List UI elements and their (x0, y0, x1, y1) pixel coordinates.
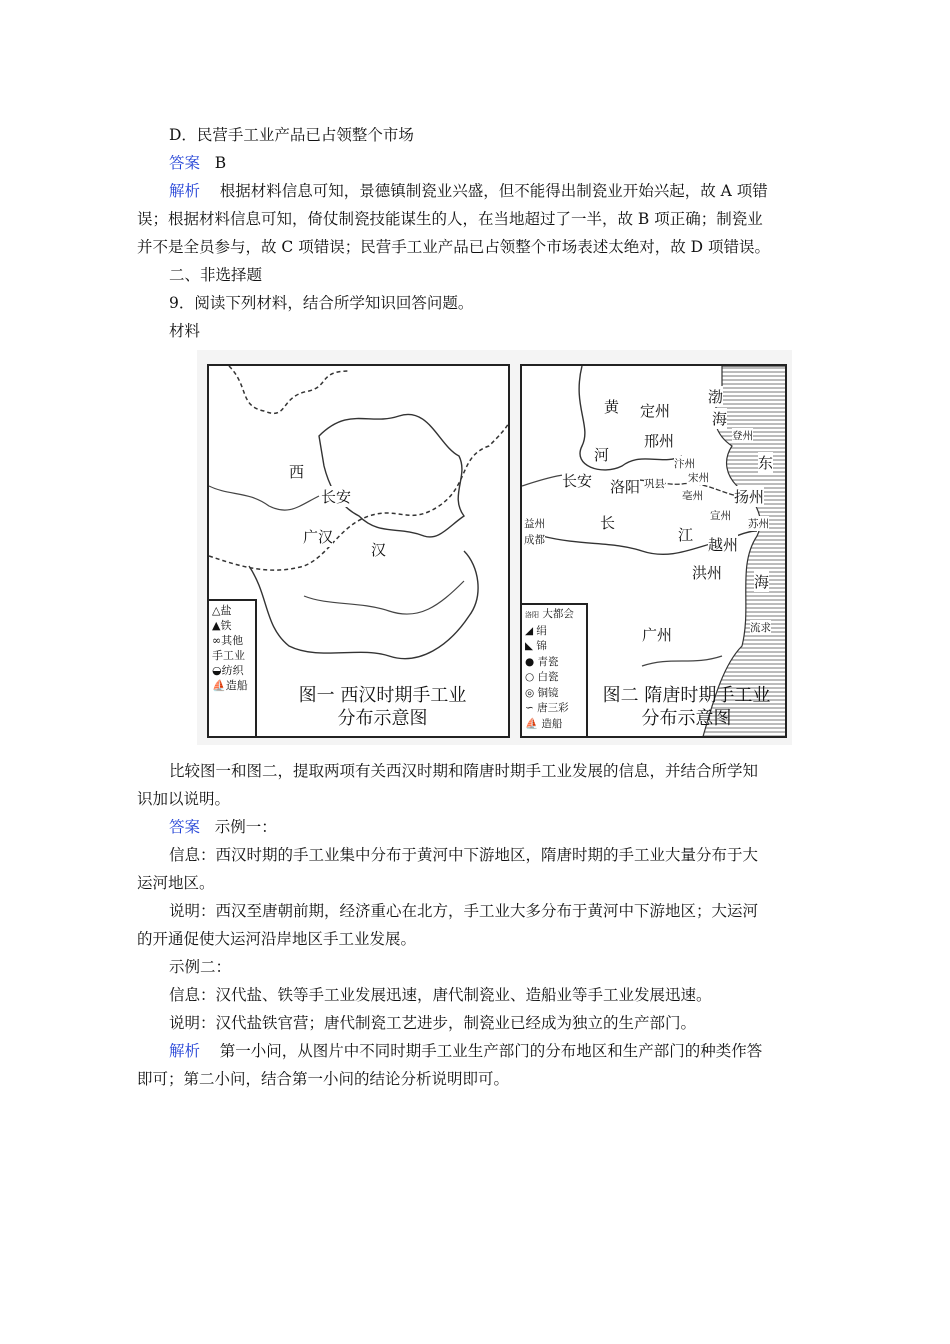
ship-icon: ⛵ (212, 679, 226, 692)
analysis-2-line (169, 1041, 762, 1061)
ship-icon: ⛵ (525, 717, 539, 730)
tricolor-icon: ∽ (525, 702, 534, 714)
legend-white-porcelain: ○ 白瓷 (525, 671, 559, 683)
option-d: D．民营手工业产品已占领整个市场 (169, 126, 414, 144)
legend-other: ∞其他手工业 (212, 634, 245, 662)
map2-label-dengzhou: 登州 (732, 430, 753, 442)
answer-info-1: 信息：西汉时期的手工业集中分布于黄河中下游地区，隋唐时期的手工业大量分布于大 (169, 846, 759, 864)
answer-2-label: 答案 (169, 818, 201, 836)
section-heading: 二、非选择题 (169, 266, 263, 284)
bronze-mirror-icon: ◎ (525, 686, 535, 699)
legend-metropolis: 洛阳 大都会 (525, 608, 574, 620)
map2-label-dingzhou: 定州 (640, 402, 671, 420)
analysis-2-text: 第一小问，从图片中不同时期手工业生产部门的分布地区和生产部门的种类作答 (219, 1042, 763, 1060)
map2-label-bianzhou: 汴州 (674, 458, 695, 470)
legend-silk: ◢ 绢 (525, 624, 547, 637)
metropolis-icon: 洛阳 (525, 611, 539, 619)
celadon-icon: ● (525, 655, 535, 668)
map2-label-suzhou: 苏州 (748, 518, 769, 530)
map2-label-gongxian: 巩县 (644, 478, 665, 490)
map2-label-yangzhou: 扬州 (734, 488, 765, 506)
analysis-line (169, 181, 768, 201)
answer-line (169, 153, 226, 173)
map2-label-yuezhou: 越州 (708, 536, 739, 554)
map2-label-bo: 渤 (708, 388, 724, 406)
map2-label-hongzhou: 洪州 (692, 564, 723, 582)
map2-label-dong: 东 (758, 454, 774, 472)
map2-caption: 图二 隋唐时期手工业 分布示意图 (602, 685, 771, 729)
map2-label-songzhou: 宋州 (688, 472, 709, 484)
analysis-text-2: 误；根据材料信息可知，倚仗制瓷技能谋生的人，在当地超过了一半，故 B 项正确；制瓷业 (137, 210, 763, 228)
legend-textile: ◒纺织 (212, 664, 244, 677)
other-craft-icon: ∞ (212, 634, 222, 647)
map-western-han (207, 364, 510, 738)
answer-explain-1: 说明：西汉至唐朝前期，经济重心在北方，手工业大多分布于黄河中下游地区；大运河 (169, 902, 759, 920)
map2-label-bozhou: 亳州 (682, 490, 703, 502)
analysis-2-label: 解析 (169, 1042, 201, 1060)
map1-label-han: 汉 (371, 541, 387, 559)
white-porcelain-icon: ○ (525, 671, 535, 683)
map2-label-jiang: 江 (678, 526, 694, 544)
legend-celadon: ● 青瓷 (525, 655, 559, 668)
legend-shipbuilding: ⛵ 造船 (525, 717, 563, 730)
answer-value: B (214, 154, 227, 172)
silk-icon: ◢ (525, 624, 534, 637)
map2-label-hai2: 海 (754, 573, 770, 591)
map2-label-changan: 长安 (562, 472, 593, 490)
salt-icon: △ (212, 604, 221, 617)
question-prompt-2: 识加以说明。 (137, 790, 231, 808)
map2-label-huang: 黄 (604, 398, 620, 416)
answer-label: 答案 (169, 154, 201, 172)
map2-label-xingzhou: 邢州 (644, 432, 675, 450)
map1-label-guanghan: 广汉 (303, 528, 334, 546)
material-label: 材料 (169, 322, 201, 340)
textile-icon: ◒ (212, 664, 222, 677)
map1-caption: 图一 西汉时期手工业 分布示意图 (298, 685, 467, 729)
map2-label-luoyang: 洛阳 (610, 478, 641, 496)
legend-tricolor: ∽ 唐三彩 (525, 702, 569, 714)
analysis-2-text-b: 即可；第二小问，结合第一小问的结论分析说明即可。 (137, 1070, 510, 1088)
legend-ship: ⛵造船 (212, 679, 248, 692)
legend-brocade: ◣ 锦 (525, 640, 547, 652)
answer-explain-2: 说明：汉代盐铁官营；唐代制瓷工艺进步，制瓷业已经成为独立的生产部门。 (169, 1014, 697, 1032)
legend-bronze-mirror: ◎ 铜镜 (525, 686, 559, 699)
answer-info-1b: 运河地区。 (137, 874, 215, 892)
map1-label-xi: 西 (289, 463, 305, 481)
answer-2-text: 示例一： (214, 818, 277, 836)
legend-iron: ▲铁 (212, 619, 232, 632)
example-2: 示例二： (169, 958, 232, 976)
map2-label-chang: 长 (600, 514, 616, 532)
map2-label-guangzhou: 广州 (642, 626, 673, 644)
answer-info-2: 信息：汉代盐、铁等手工业发展迅速，唐代制瓷业、造船业等手工业发展迅速。 (169, 986, 712, 1004)
analysis-label: 解析 (169, 182, 201, 200)
legend-salt: △盐 (212, 604, 232, 617)
map2-label-hai: 海 (712, 410, 728, 428)
map1-label-changan: 长安 (321, 488, 352, 506)
question-prompt: 比较图一和图二，提取两项有关西汉时期和隋唐时期手工业发展的信息，并结合所学知 (169, 762, 759, 780)
brocade-icon: ◣ (525, 640, 534, 652)
map-sui-tang (520, 364, 787, 738)
map2-label-liuqiu: 流求 (750, 622, 771, 634)
map2-label-yizhou: 益州 (524, 518, 545, 530)
map2-label-xuanzhou: 宣州 (710, 510, 731, 522)
question-9: 9．阅读下列材料，结合所学知识回答问题。 (169, 294, 474, 312)
map2-legend (522, 603, 588, 736)
answer-2-line (169, 817, 277, 837)
analysis-text: 根据材料信息可知，景德镇制瓷业兴盛，但不能得出制瓷业开始兴起，故 A 项错 (219, 182, 768, 200)
map2-label-he: 河 (594, 446, 610, 464)
map2-label-chengdu: 成都 (524, 534, 545, 546)
map-figure (197, 350, 792, 745)
iron-icon: ▲ (212, 619, 221, 632)
map1-legend (209, 599, 257, 736)
answer-explain-1b: 的开通促使大运河沿岸地区手工业发展。 (137, 930, 417, 948)
analysis-text-3: 并不是全员参与，故 C 项错误；民营手工业产品已占领整个市场表述太绝对，故 D 项错误。 (137, 238, 770, 256)
